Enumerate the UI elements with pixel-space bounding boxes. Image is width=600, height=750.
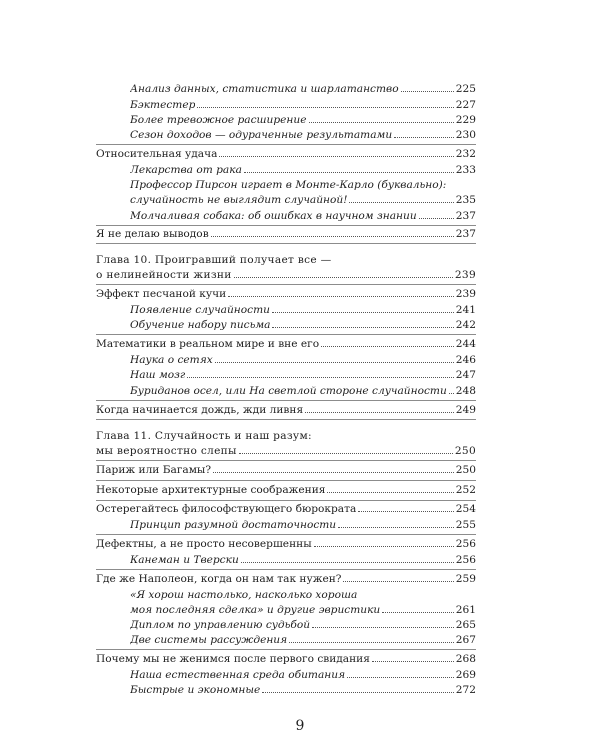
entry-page: 225 bbox=[455, 83, 476, 95]
leader-dots bbox=[372, 658, 454, 662]
leader-dots bbox=[338, 524, 454, 528]
entry-page: 254 bbox=[455, 503, 476, 515]
divider bbox=[96, 419, 476, 420]
leader-dots bbox=[211, 233, 454, 237]
leader-dots bbox=[187, 374, 454, 378]
toc-entry[interactable] bbox=[130, 604, 476, 617]
divider bbox=[96, 334, 476, 335]
entry-title: Некоторые архитектурные соображения bbox=[96, 484, 326, 496]
toc-entry[interactable] bbox=[130, 554, 476, 567]
divider bbox=[96, 400, 476, 401]
entry-page: 239 bbox=[455, 288, 476, 300]
entry-title: Обучение набору письма bbox=[130, 319, 271, 331]
entry-title: Две системы рассуждения bbox=[130, 634, 288, 646]
entry-page: 272 bbox=[455, 684, 476, 696]
toc-entry[interactable] bbox=[96, 484, 476, 497]
divider bbox=[96, 500, 476, 501]
chapter-heading: Глава 11. Случайность и наш разум: bbox=[96, 430, 312, 442]
leader-dots bbox=[228, 293, 454, 297]
entry-page: 232 bbox=[455, 148, 476, 160]
toc-entry[interactable] bbox=[130, 354, 476, 367]
divider bbox=[96, 225, 476, 226]
toc-entry[interactable] bbox=[130, 385, 476, 398]
entry-title: Наука о сетях bbox=[130, 354, 213, 366]
leader-dots bbox=[234, 274, 453, 278]
leader-dots bbox=[312, 624, 454, 628]
toc-entry[interactable] bbox=[130, 634, 476, 647]
entry-title: Относительная удача bbox=[96, 148, 218, 160]
toc-entry[interactable] bbox=[96, 338, 476, 351]
leader-dots bbox=[239, 450, 453, 454]
entry-page: 269 bbox=[455, 669, 476, 681]
leader-dots bbox=[394, 134, 454, 138]
leader-dots bbox=[262, 689, 453, 693]
entry-page: 247 bbox=[455, 369, 476, 381]
entry-page: 259 bbox=[455, 573, 476, 585]
leader-dots bbox=[382, 609, 454, 613]
chapter-entry[interactable] bbox=[96, 445, 476, 458]
divider bbox=[96, 534, 476, 535]
toc-entry[interactable] bbox=[96, 288, 476, 301]
chapter-entry[interactable] bbox=[96, 269, 476, 282]
entry-title: Почему мы не женимся после первого свидания bbox=[96, 653, 370, 665]
entry-title: Лекарства от рака bbox=[130, 164, 242, 176]
toc-entry[interactable] bbox=[96, 148, 476, 161]
entry-title: Остерегайтесь философствующего бюрократа bbox=[96, 503, 357, 515]
entry-page: 265 bbox=[455, 619, 476, 631]
toc-entry[interactable] bbox=[96, 503, 476, 516]
leader-dots bbox=[272, 324, 453, 328]
entry-page: 250 bbox=[454, 445, 476, 457]
entry-title: случайность не выглядит случайной! bbox=[130, 194, 348, 206]
toc-entry[interactable] bbox=[96, 653, 476, 666]
leader-dots bbox=[215, 359, 454, 363]
leader-dots bbox=[213, 469, 454, 473]
entry-title: Принцип разумной достаточности bbox=[130, 519, 337, 531]
page-number: 9 bbox=[295, 718, 305, 734]
toc-entry[interactable] bbox=[130, 369, 476, 382]
leader-dots bbox=[244, 169, 454, 173]
leader-dots bbox=[343, 578, 453, 582]
toc-entry[interactable] bbox=[130, 319, 476, 332]
entry-page: 255 bbox=[455, 519, 476, 531]
toc-entry[interactable] bbox=[96, 228, 476, 241]
entry-page: 235 bbox=[455, 194, 476, 206]
divider bbox=[96, 649, 476, 650]
leader-dots bbox=[401, 88, 454, 92]
divider bbox=[96, 569, 476, 570]
entry-page: 227 bbox=[455, 99, 476, 111]
entry-title: Сезон доходов — одураченные результатами bbox=[130, 129, 393, 141]
toc-entry[interactable] bbox=[130, 210, 476, 223]
divider bbox=[96, 144, 476, 145]
toc-entry[interactable] bbox=[130, 83, 476, 96]
leader-dots bbox=[289, 639, 454, 643]
entry-page: 237 bbox=[455, 228, 476, 240]
divider bbox=[96, 460, 476, 461]
toc-entry[interactable] bbox=[96, 573, 476, 586]
entry-page: 248 bbox=[455, 385, 476, 397]
leader-dots bbox=[358, 508, 453, 512]
entry-title: Появление случайности bbox=[130, 304, 270, 316]
toc-entry[interactable] bbox=[96, 404, 476, 417]
entry-page: 268 bbox=[455, 653, 476, 665]
toc-entry[interactable] bbox=[130, 114, 476, 127]
entry-page: 242 bbox=[455, 319, 476, 331]
toc-entry[interactable] bbox=[130, 99, 476, 112]
leader-dots bbox=[327, 489, 453, 493]
entry-title-line: Профессор Пирсон играет в Монте-Карло (буквально): bbox=[130, 179, 447, 191]
toc-entry[interactable] bbox=[130, 669, 476, 682]
divider bbox=[96, 480, 476, 481]
entry-title: Когда начинается дождь, жди ливня bbox=[96, 404, 304, 416]
entry-page: 241 bbox=[455, 304, 476, 316]
leader-dots bbox=[219, 153, 453, 157]
toc-entry[interactable] bbox=[96, 464, 476, 477]
entry-title: Быстрые и экономные bbox=[130, 684, 261, 696]
entry-title: Математики в реальном мире и вне его bbox=[96, 338, 320, 350]
entry-title: Более тревожное расширение bbox=[130, 114, 307, 126]
entry-page: 233 bbox=[455, 164, 476, 176]
leader-dots bbox=[314, 543, 454, 547]
entry-title: Эффект песчаной кучи bbox=[96, 288, 227, 300]
leader-dots bbox=[449, 390, 454, 394]
entry-page: 237 bbox=[455, 210, 476, 222]
toc-entry[interactable] bbox=[130, 129, 476, 142]
entry-page: 250 bbox=[455, 464, 476, 476]
entry-title: Наш мозг bbox=[130, 369, 186, 381]
entry-title: Молчаливая собака: об ошибках в научном знании bbox=[130, 210, 417, 222]
entry-title: Париж или Багамы? bbox=[96, 464, 212, 476]
leader-dots bbox=[349, 199, 453, 203]
entry-title: Наша естественная среда обитания bbox=[130, 669, 346, 681]
entry-title: Дефектны, а не просто несовершенны bbox=[96, 538, 312, 550]
chapter-title: о нелинейности жизни bbox=[96, 269, 232, 281]
entry-title: моя последняя сделка» и другие эвристики bbox=[130, 604, 381, 616]
leader-dots bbox=[309, 119, 454, 123]
leader-dots bbox=[197, 104, 453, 108]
entry-title: Буриданов осел, или На светлой стороне случайности bbox=[130, 385, 447, 397]
entry-page: 256 bbox=[455, 538, 476, 550]
toc-entry[interactable] bbox=[130, 684, 476, 697]
entry-title: Анализ данных, статистика и шарлатанство bbox=[130, 83, 399, 95]
entry-page: 267 bbox=[455, 634, 476, 646]
leader-dots bbox=[272, 309, 454, 313]
entry-page: 261 bbox=[455, 604, 476, 616]
entry-title: Диплом по управлению судьбой bbox=[130, 619, 311, 631]
entry-page: 246 bbox=[455, 354, 476, 366]
leader-dots bbox=[347, 674, 454, 678]
entry-title: Канеман и Тверски bbox=[130, 554, 239, 566]
chapter-heading: Глава 10. Проигравший получает все — bbox=[96, 254, 332, 266]
toc-entry[interactable] bbox=[130, 619, 476, 632]
leader-dots bbox=[321, 343, 454, 347]
toc-entry[interactable] bbox=[96, 538, 476, 551]
leader-dots bbox=[241, 559, 454, 563]
toc-entry[interactable] bbox=[130, 194, 476, 207]
entry-page: 249 bbox=[455, 404, 476, 416]
divider bbox=[96, 243, 476, 244]
chapter-title: мы вероятностно слепы bbox=[96, 445, 237, 457]
entry-title: Где же Наполеон, когда он нам так нужен? bbox=[96, 573, 342, 585]
entry-page: 256 bbox=[455, 554, 476, 566]
toc-entry[interactable] bbox=[130, 519, 476, 532]
entry-page: 239 bbox=[454, 269, 476, 281]
entry-title: Я не делаю выводов bbox=[96, 228, 209, 240]
entry-title: Бэктестер bbox=[130, 99, 196, 111]
toc-entry[interactable] bbox=[130, 164, 476, 177]
leader-dots bbox=[419, 215, 454, 219]
entry-page: 229 bbox=[455, 114, 476, 126]
divider bbox=[96, 284, 476, 285]
entry-title-line: «Я хорош настолько, насколько хороша bbox=[130, 589, 358, 601]
entry-page: 252 bbox=[455, 484, 476, 496]
toc-entry[interactable] bbox=[130, 304, 476, 317]
leader-dots bbox=[305, 409, 454, 413]
entry-page: 230 bbox=[455, 129, 476, 141]
entry-page: 244 bbox=[455, 338, 476, 350]
